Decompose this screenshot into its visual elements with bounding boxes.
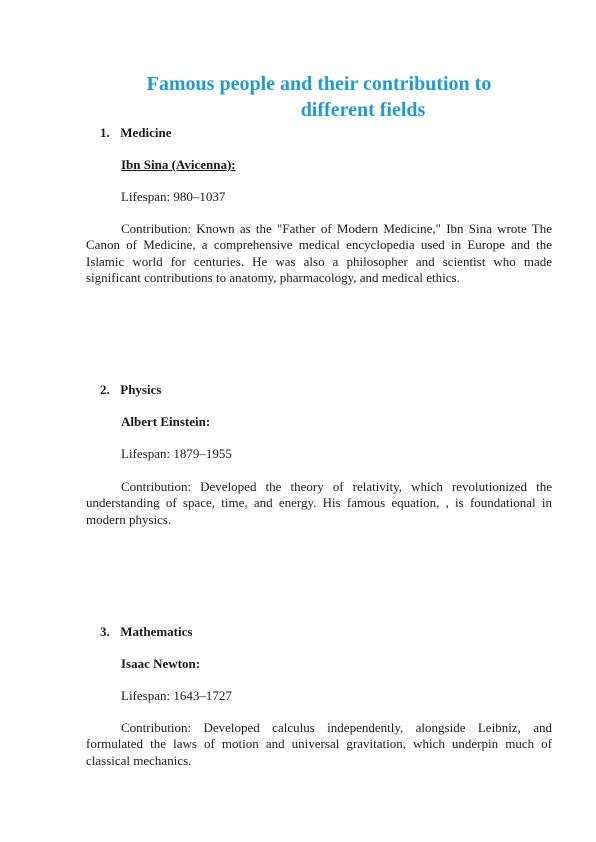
person-name-einstein: Albert Einstein: [121,414,211,429]
contribution-newton: Contribution: Developed calculus independently, alongside Leibniz, and formulated the laws of motion and universal gravitation, which underpin much of classical mechanics. [86,720,552,768]
section-heading-physics [100,382,161,398]
lifespan-newton: Lifespan: 1643–1727 [121,688,232,703]
section-field: Medicine [120,125,172,140]
contribution-einstein: Contribution: Developed the theory of relativity, which revolutionized the understanding of space, time, and energy. His famous equation, , is foundational in modern physics. [86,479,552,527]
section-heading-medicine [100,125,172,141]
section-field: Mathematics [120,624,193,639]
lifespan-ibn-sina: Lifespan: 980–1037 [121,189,226,204]
person-name-newton: Isaac Newton: [121,656,201,671]
title-line-2: different fields [300,99,426,121]
title-line-1: Famous people and their contribution to [146,73,492,95]
section-number: 1. [100,125,110,140]
lifespan-einstein: Lifespan: 1879–1955 [121,446,232,461]
section-number: 3. [100,624,110,639]
contribution-ibn-sina: Contribution: Known as the "Father of Modern Medicine," Ibn Sina wrote The Canon of Medicine, a comprehensive medical encyclopedia used in Europe and the Islamic world for centuries. He was also a philosopher and scientist who made significant contributions to anatomy, pharmacology, and medical ethics. [86,221,552,285]
section-field: Physics [120,382,162,397]
section-heading-mathematics [100,624,192,640]
person-name-ibn-sina: Ibn Sina (Avicenna): [121,157,236,172]
document-title [86,71,552,123]
section-number: 2. [100,382,110,397]
